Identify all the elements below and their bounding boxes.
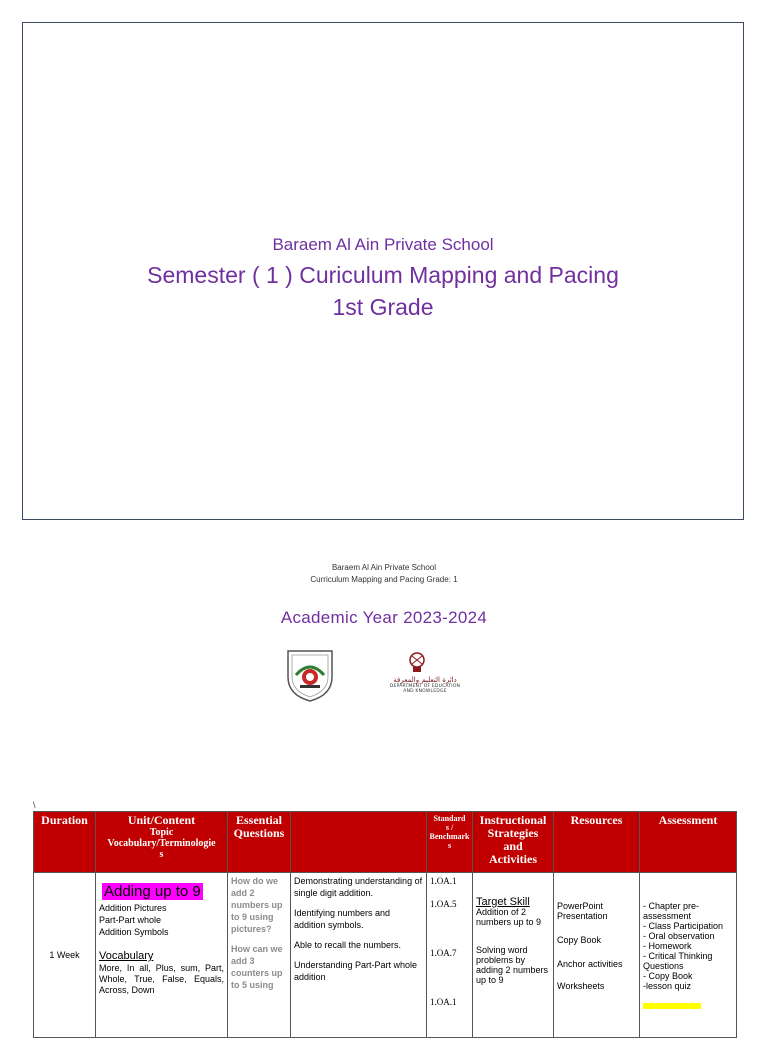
vocabulary-text: More, In all, Plus, sum, Part, Whole, True, False, Equals, Across, Down: [99, 963, 224, 995]
unit-topics: [99, 902, 224, 938]
col-duration: Duration: [34, 812, 96, 873]
col-unit-label-3: Vocabulary/Terminologie: [107, 838, 216, 849]
col-strat-label-2: Strategies: [487, 826, 539, 840]
essential-question: How do we add 2 numbers up to 9 using pictures?: [231, 876, 283, 934]
unit-topic: Part-Part whole: [99, 915, 162, 925]
col-assessment: Assessment: [640, 812, 737, 873]
standard-code: 1.OA.1: [430, 997, 457, 1007]
resource-item: Copy Book: [557, 935, 602, 945]
assessment-item: - Copy Book: [643, 971, 693, 981]
col-std-label-3: Benchmark: [429, 832, 470, 841]
cell-resources: [554, 873, 640, 1038]
col-blank: [291, 812, 427, 873]
col-resources: Resources: [554, 812, 640, 873]
table-row: [34, 873, 737, 1038]
col-std-label-2: s /: [445, 823, 454, 832]
header-school-name: Baraem Al Ain Private School: [331, 563, 437, 572]
assessment-item: - Homework: [643, 941, 692, 951]
vocabulary-heading: Vocabulary: [99, 950, 154, 962]
header-subtitle: Curriculum Mapping and Pacing Grade: 1: [310, 575, 458, 584]
description: Understanding Part-Part whole addition: [294, 960, 418, 982]
standard-code: 1.OA.1: [430, 876, 457, 886]
resource-item: Anchor activities: [557, 959, 623, 969]
col-essential-questions: [228, 812, 291, 873]
description: Identifying numbers and addition symbols.: [294, 908, 391, 930]
adek-english-name-1: DEPARTMENT OF EDUCATION: [389, 684, 461, 689]
unit-title: Adding up to 9: [104, 883, 201, 900]
col-strategies: [473, 812, 554, 873]
assessment-item: - Chapter pre-assessment: [643, 901, 700, 921]
academic-year: Academic Year 2023-2024: [280, 608, 488, 627]
description: Demonstrating understanding of single digit addition.: [294, 876, 423, 898]
logos-row: [0, 640, 768, 710]
cell-assessment: [640, 873, 737, 1038]
col-eq-label-1: Essential: [235, 813, 282, 827]
cell-essential-questions: [228, 873, 291, 1038]
table-header-row: [34, 812, 737, 873]
target-skill-heading: Target Skill: [476, 896, 530, 908]
resource-item: Worksheets: [557, 981, 605, 991]
col-strat-label-3: and: [503, 839, 523, 853]
col-standards: [427, 812, 473, 873]
col-unit-label-1: Unit/Content: [127, 813, 196, 827]
resource-item: PowerPoint Presentation: [557, 901, 608, 921]
assessment-item: - Class Participation: [643, 921, 724, 931]
col-unit-label-4: s: [159, 849, 164, 860]
col-strat-label-1: Instructional: [479, 813, 547, 827]
col-std-label-1: Standard: [433, 814, 466, 823]
col-unit-label-2: Topic: [149, 827, 174, 838]
school-logo: [280, 645, 340, 705]
col-eq-label-2: Questions: [233, 826, 285, 840]
col-std-label-4: s: [447, 841, 452, 850]
curriculum-table: [33, 811, 737, 1038]
assessment-item: - Oral observation: [643, 931, 715, 941]
col-strat-label-4: Activities: [489, 852, 537, 866]
adek-logo: [375, 646, 475, 704]
standard-code: 1.OA.5: [430, 899, 457, 909]
assessment-item: -lesson quiz: [643, 981, 692, 991]
cell-unit-content: [96, 873, 228, 1038]
cover-school-name: Baraem Al Ain Private School: [272, 235, 494, 254]
cover-title-line2: 1st Grade: [332, 294, 434, 320]
essential-question: How can we add 3 counters up to 5 using: [231, 944, 283, 990]
adek-english-name-2: AND KNOWLEDGE: [403, 689, 447, 694]
yellow-highlight: [643, 1003, 701, 1009]
unit-topic: Addition Pictures: [99, 903, 167, 913]
unit-topic: Addition Symbols: [99, 927, 169, 937]
cell-duration: 1 Week: [34, 873, 96, 1038]
strategy-item: Addition of 2 numbers up to 9: [476, 907, 542, 927]
cover-title-line1: Semester ( 1 ) Curiculum Mapping and Pacing: [147, 262, 619, 288]
cover-title: [23, 259, 743, 323]
description: Able to recall the numbers.: [294, 940, 402, 950]
col-unit-content: [96, 812, 228, 873]
strategy-item: Solving word problems by adding 2 numbers up to 9: [476, 945, 549, 985]
stray-mark: \: [33, 800, 36, 810]
cell-strategies: [473, 873, 554, 1038]
cover-slide: [22, 22, 744, 520]
cell-standards: [427, 873, 473, 1038]
cell-descriptions: [291, 873, 427, 1038]
adek-arabic-name: دائرة التعليم والمعرفة: [393, 676, 457, 684]
standard-code: 1.OA.7: [430, 948, 457, 958]
assessment-item: - Critical Thinking Questions: [643, 951, 713, 971]
